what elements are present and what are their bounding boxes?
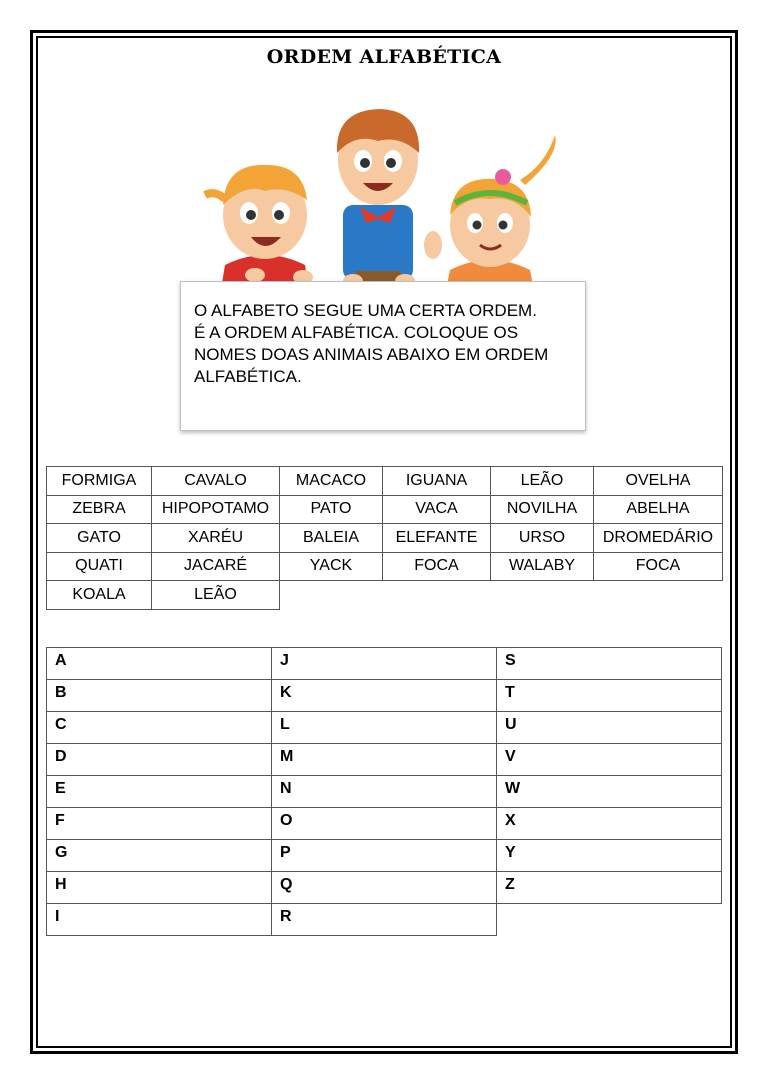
animal-cell: WALABY bbox=[491, 552, 594, 581]
empty-cell bbox=[280, 581, 383, 610]
table-row bbox=[47, 524, 723, 553]
empty-cell bbox=[594, 581, 723, 610]
right-child-figure bbox=[424, 135, 556, 295]
letter-cell[interactable]: R bbox=[272, 904, 497, 936]
page-title: ORDEM ALFABÉTICA bbox=[266, 46, 502, 68]
animal-cell: FOCA bbox=[594, 552, 723, 581]
instruction-line: O ALFABETO SEGUE UMA CERTA ORDEM. bbox=[194, 301, 537, 320]
animal-cell: HIPOPOTAMO bbox=[152, 495, 280, 524]
animal-cell: JACARÉ bbox=[152, 552, 280, 581]
table-row bbox=[47, 648, 722, 680]
animal-cell: URSO bbox=[491, 524, 594, 553]
letter-cell[interactable]: A bbox=[47, 648, 272, 680]
letter-cell[interactable]: T bbox=[497, 680, 722, 712]
instruction-line: É A ORDEM ALFABÉTICA. COLOQUE OS bbox=[194, 323, 519, 342]
animal-cell: XARÉU bbox=[152, 524, 280, 553]
three-children-illustration bbox=[185, 95, 585, 295]
letter-cell[interactable]: Q bbox=[272, 872, 497, 904]
table-row bbox=[47, 808, 722, 840]
letter-cell[interactable]: W bbox=[497, 776, 722, 808]
animal-cell: LEÃO bbox=[491, 467, 594, 496]
letter-cell[interactable]: G bbox=[47, 840, 272, 872]
table-row bbox=[47, 776, 722, 808]
table-row bbox=[47, 495, 723, 524]
animal-cell: NOVILHA bbox=[491, 495, 594, 524]
letter-cell[interactable]: Z bbox=[497, 872, 722, 904]
animal-cell: FORMIGA bbox=[47, 467, 152, 496]
instruction-line: ALFABÉTICA. bbox=[194, 367, 302, 386]
letter-cell[interactable]: U bbox=[497, 712, 722, 744]
empty-cell bbox=[491, 581, 594, 610]
table-row bbox=[47, 552, 723, 581]
table-row bbox=[47, 744, 722, 776]
letter-cell[interactable]: H bbox=[47, 872, 272, 904]
table-row bbox=[47, 467, 723, 496]
letter-cell[interactable]: C bbox=[47, 712, 272, 744]
letter-cell[interactable]: L bbox=[272, 712, 497, 744]
table-row bbox=[47, 872, 722, 904]
animal-cell: CAVALO bbox=[152, 467, 280, 496]
alphabet-answer-table bbox=[46, 647, 722, 936]
table-row bbox=[47, 581, 723, 610]
animal-cell: KOALA bbox=[47, 581, 152, 610]
animal-cell: PATO bbox=[280, 495, 383, 524]
animal-cell: DROMEDÁRIO bbox=[594, 524, 723, 553]
empty-cell bbox=[383, 581, 491, 610]
animal-cell: FOCA bbox=[383, 552, 491, 581]
left-child-figure bbox=[205, 165, 313, 295]
table-row bbox=[47, 712, 722, 744]
letter-cell[interactable]: Y bbox=[497, 840, 722, 872]
letter-cell[interactable]: P bbox=[272, 840, 497, 872]
letter-cell[interactable]: J bbox=[272, 648, 497, 680]
animal-cell: LEÃO bbox=[152, 581, 280, 610]
animal-cell: YACK bbox=[280, 552, 383, 581]
animal-cell: ELEFANTE bbox=[383, 524, 491, 553]
table-row bbox=[47, 904, 722, 936]
letter-cell[interactable]: O bbox=[272, 808, 497, 840]
letter-cell[interactable]: B bbox=[47, 680, 272, 712]
animal-cell: GATO bbox=[47, 524, 152, 553]
letter-cell[interactable]: E bbox=[47, 776, 272, 808]
animal-cell: BALEIA bbox=[280, 524, 383, 553]
animal-cell: IGUANA bbox=[383, 467, 491, 496]
letter-cell[interactable]: I bbox=[47, 904, 272, 936]
table-row bbox=[47, 840, 722, 872]
empty-cell bbox=[497, 904, 722, 936]
animal-cell: ZEBRA bbox=[47, 495, 152, 524]
animal-cell: QUATI bbox=[47, 552, 152, 581]
letter-cell[interactable]: M bbox=[272, 744, 497, 776]
animal-word-table bbox=[46, 466, 723, 610]
animal-cell: VACA bbox=[383, 495, 491, 524]
letter-cell[interactable]: F bbox=[47, 808, 272, 840]
animal-cell: MACACO bbox=[280, 467, 383, 496]
animal-cell: ABELHA bbox=[594, 495, 723, 524]
letter-cell[interactable]: K bbox=[272, 680, 497, 712]
letter-cell[interactable]: D bbox=[47, 744, 272, 776]
letter-cell[interactable]: V bbox=[497, 744, 722, 776]
letter-cell[interactable]: S bbox=[497, 648, 722, 680]
instruction-box bbox=[180, 281, 586, 431]
table-row bbox=[47, 680, 722, 712]
letter-cell[interactable]: X bbox=[497, 808, 722, 840]
instruction-line: NOMES DOAS ANIMAIS ABAIXO EM ORDEM bbox=[194, 345, 549, 364]
letter-cell[interactable]: N bbox=[272, 776, 497, 808]
middle-child-figure bbox=[337, 109, 419, 288]
animal-cell: OVELHA bbox=[594, 467, 723, 496]
